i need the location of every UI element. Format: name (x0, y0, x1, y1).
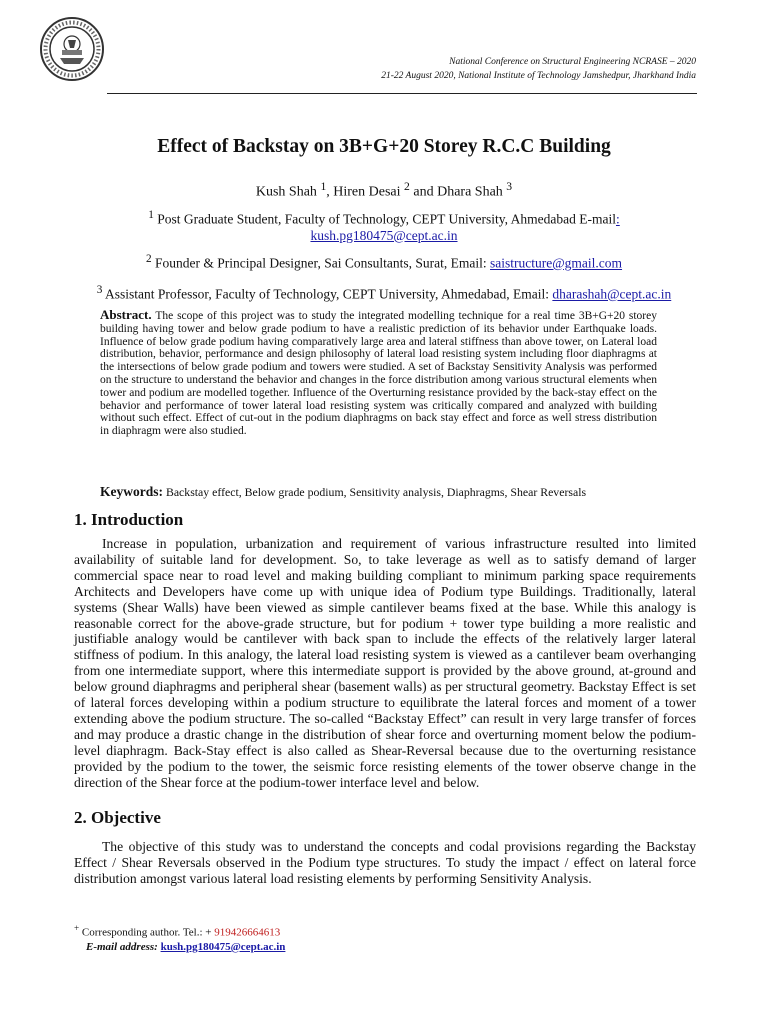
footnote-corr-text: Corresponding author. Tel.: + (79, 926, 215, 939)
section-heading-objective: 2. Objective (74, 808, 161, 827)
author-sup: 2 (404, 180, 410, 193)
footnote (74, 921, 285, 954)
footnote-email-line (74, 940, 285, 954)
abstract-text: The scope of this project was to study the integrated modelling technique for a real time 3B+G+20 storey building having tower and below grade podium to have a realistic prediction of its behavior under Earthquake loads. Influence of below grade podium having comparatively large area and lateral stiffness than above tower, on Lateral load distribution, behavior, performance and design philosophy of lateral load resisting system including floor diaphragms at the intersections of below grade podium and towers were studied. A set of Backstay Sensitivity Analysis was performed on the structure to understand the behavior and changes in the force distribution among various structural elements when tower and podium are modelled together. Influence of the Overturning resistance provided by the back-stay effect on the behavior and performance of tower lateral load resisting system was critically compared and analyzed with building without such effect. Effect of cut-out in the podium diaphragms on back stay effect and force as well stress distribution in diaphragm were also studied. (100, 310, 657, 438)
email-link[interactable]: dharashah@cept.ac.in (552, 286, 672, 302)
author-name: Hiren Desai (333, 184, 401, 200)
section-heading-introduction: 1. Introduction (74, 510, 184, 529)
footnote-email-colon: : (154, 940, 161, 953)
affiliation-text: Assistant Professor, Faculty of Technology, CEPT University, Ahmedabad, Email: (105, 286, 553, 302)
keywords-text: Backstay effect, Below grade podium, Sensitivity analysis, Diaphragms, Shear Reversals (165, 485, 587, 499)
author-name: Kush Shah (255, 184, 317, 200)
footnote-email-label: E-mail address (86, 940, 155, 953)
abstract-label: Abstract. (100, 307, 152, 322)
affiliation-3 (0, 282, 768, 303)
author-list (0, 180, 768, 201)
affiliation-sup: 3 (96, 284, 103, 296)
footnote-marker: + (74, 923, 80, 933)
paragraph-text: The objective of this study was to understand the concepts and codal provisions regarding the Backstay Effect / Shear Reversals observed in the Podium type structures. To study the impact / effect on lateral force distribution amongst various lateral load resisting elements by performing Sensitivity Analysis. (74, 839, 696, 886)
abstract (100, 309, 657, 438)
keywords (100, 484, 586, 500)
author-sup: 3 (506, 180, 513, 193)
email-link[interactable]: kush.pg180475@cept.ac.in (310, 227, 458, 243)
header-rule (107, 93, 697, 94)
affiliation-1 (0, 207, 768, 244)
footnote-phone: 919426664613 (214, 926, 281, 939)
author-name: Dhara Shah (437, 184, 503, 200)
paragraph-text: Increase in population, urbanization and requirement of various infrastructure resulted into limited availability of suitable land for development. So, to take leverage as well as to satisfy demand of larger commercial space near to road level and making building compliant to minimum parking space requirements Architects and Developers have come up with unique idea of Podium type Buildings. Traditionally, lateral systems (Shear Walls) have been viewed as simple cantilever beams fixed at the base. While this analogy is reasonable correct for the above-grade structure, but for podium + tower type building a more realistic and justifiable analogy would be cantilever with back span to include the effects of the relatively larger lateral stiffness of podium. In this analogy, the lateral load resisting system is viewed as a cantilever beam overhanging from one intermediate support, where this intermediate support is provided by the above ground, at-ground and below ground diaphragms and peripheral shear (basement walls) as per structural geometry. Backstay Effect is set of lateral forces developing within a podium structure to equilibrate the lateral forces and moment of a tower extending above the podium structure. The so-called “Backstay Effect” can result in very large transfer of forces and may produce a drastic change in the distribution of shear force and overturning moment below the podium-level diaphragm. Back-Stay effect is also called as Shear-Reversal because due to the overturning resistance provided by the podium to the tower, the seismic force resisting elements of the tower observe change in the direction of the Shear force at the podium-tower interface level and below. (74, 536, 696, 790)
affiliation-2 (0, 251, 768, 272)
affiliation-text: Post Graduate Student, Faculty of Technology, CEPT University, Ahmedabad E-mail (157, 211, 616, 227)
paper-title: Effect of Backstay on 3B+G+20 Storey R.C.C Building (157, 136, 611, 157)
section-body-objective (74, 839, 696, 887)
institute-logo (38, 14, 106, 84)
section-body-introduction (74, 536, 696, 791)
affiliation-text: Founder & Principal Designer, Sai Consultants, Surat, Email: (154, 255, 491, 271)
author-separator: , (326, 184, 334, 200)
footnote-corresponding (74, 921, 285, 940)
email-link[interactable]: saistructure@gmail.com (490, 255, 623, 271)
keywords-label: Keywords: (100, 484, 163, 499)
affiliation-sup: 1 (148, 209, 154, 221)
footnote-email-link[interactable]: kush.pg180475@cept.ac.in (160, 940, 286, 953)
affiliation-sup: 2 (145, 253, 152, 265)
conference-name: National Conference on Structural Engineering NCRASE – 2020 (449, 57, 696, 67)
author-separator: and (409, 184, 438, 200)
author-sup: 1 (320, 180, 327, 193)
affiliation-colon: : (615, 211, 620, 227)
conference-date-venue: 21-22 August 2020, National Institute of Technology Jamshedpur, Jharkhand India (381, 71, 696, 81)
